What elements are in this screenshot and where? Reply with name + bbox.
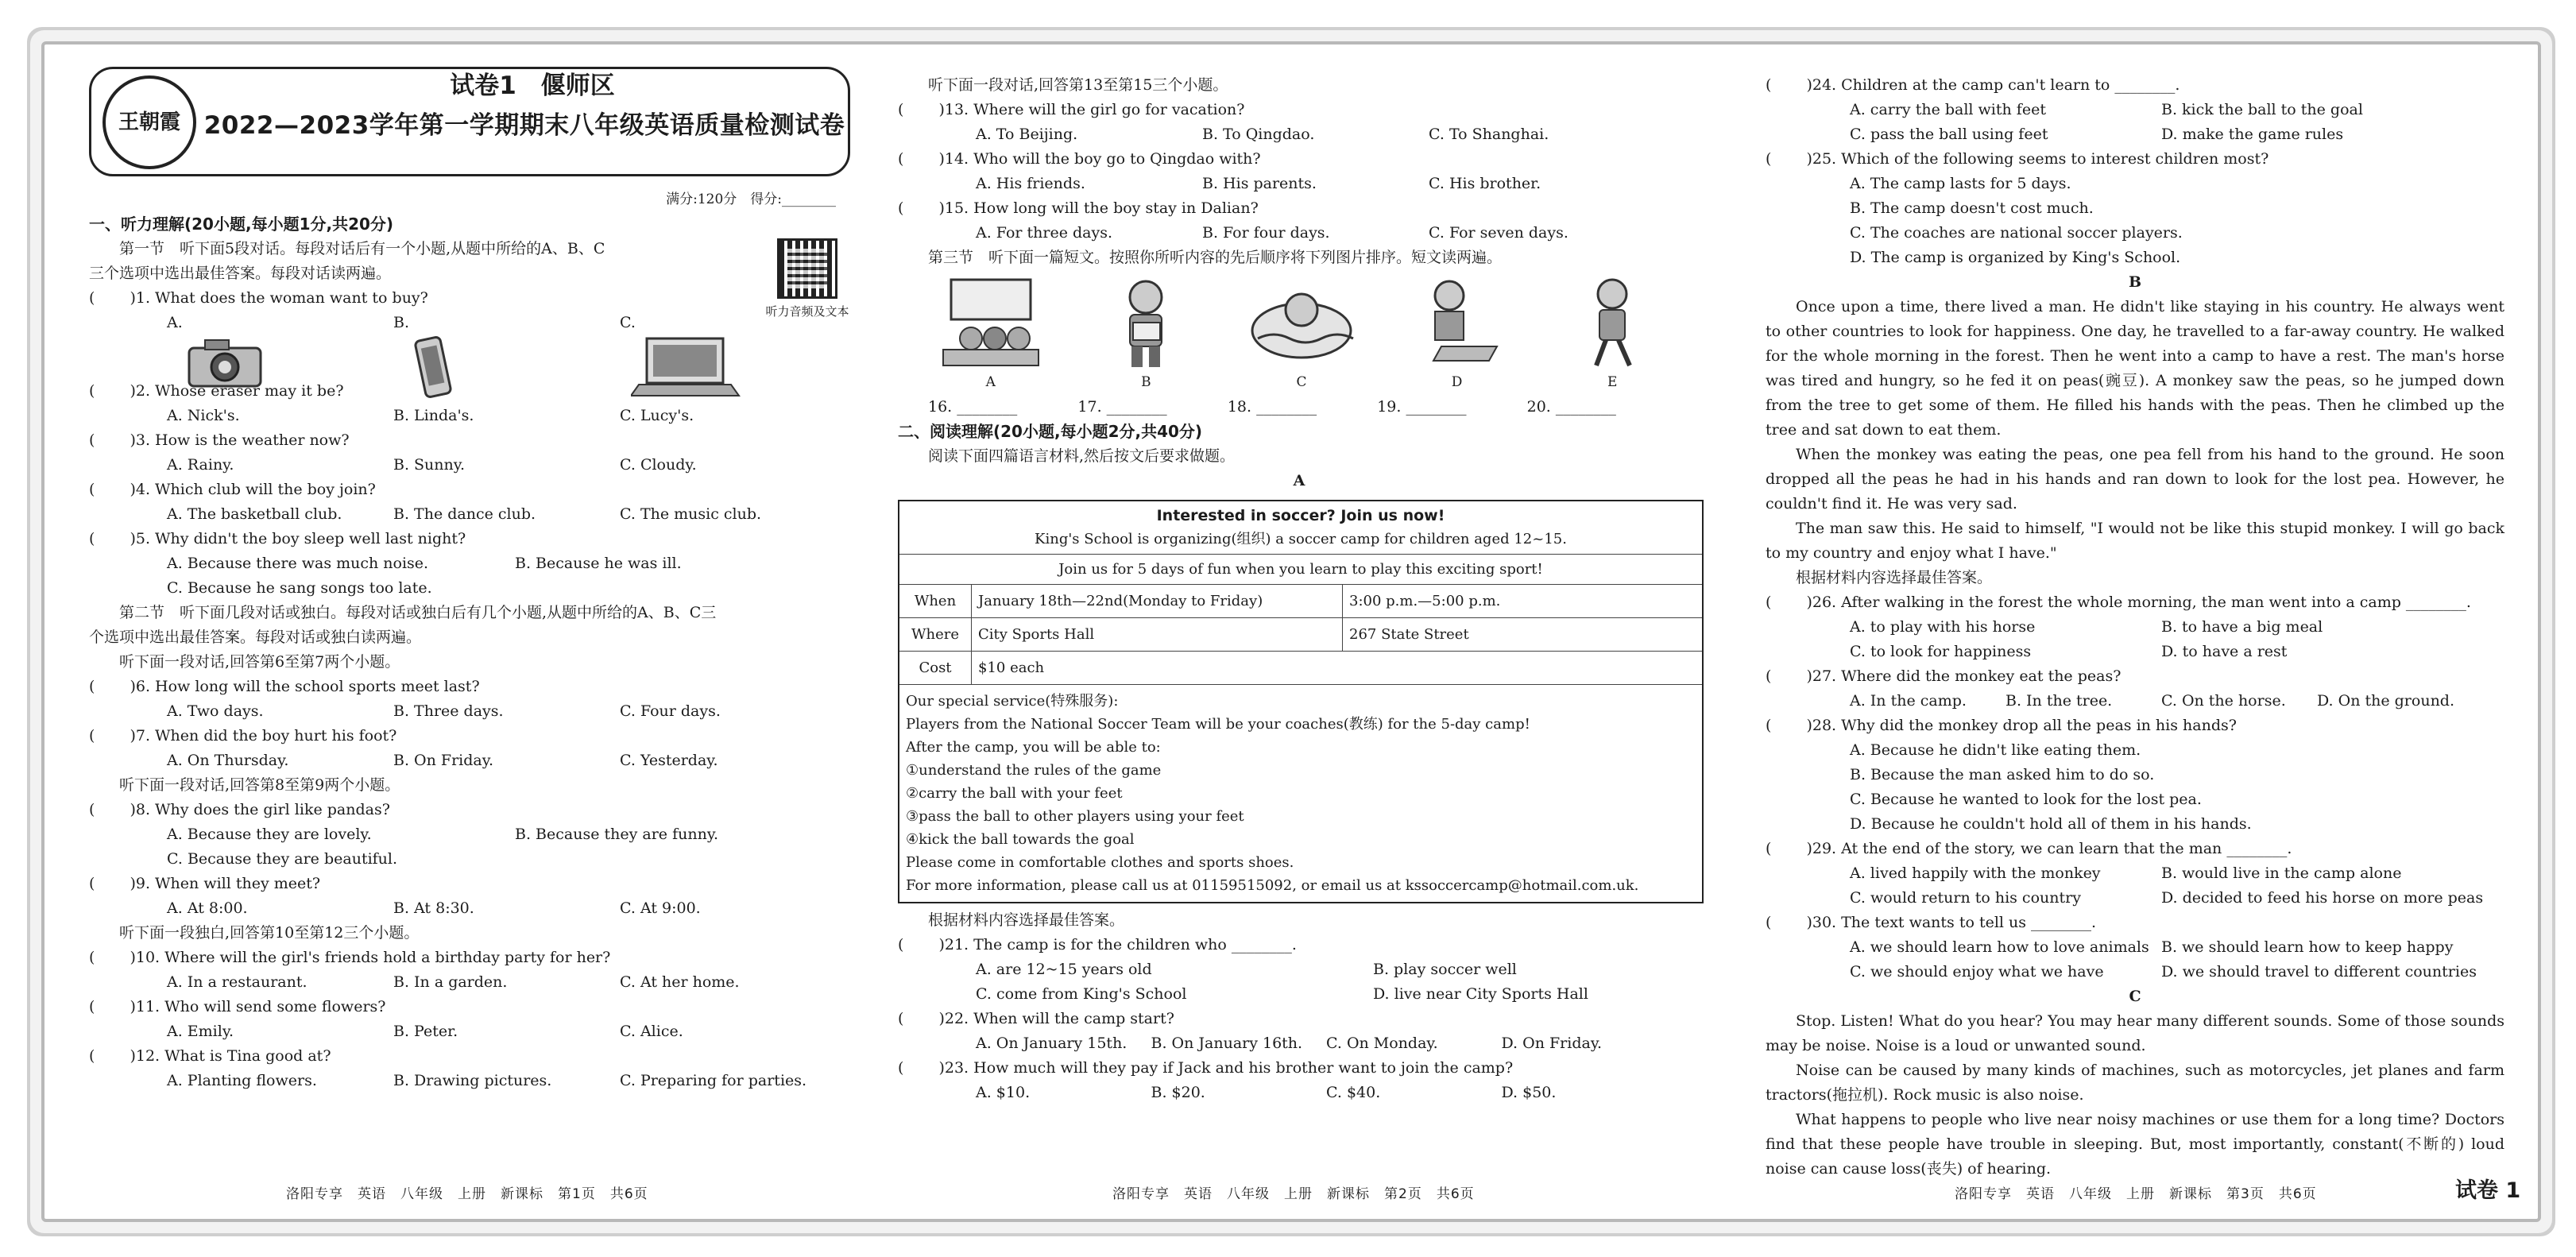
q24-option-b[interactable]: B. kick the ball to the goal	[2161, 101, 2363, 118]
q29-option-b[interactable]: B. would live in the camp alone	[2161, 864, 2402, 882]
q13-option-c[interactable]: C. To Shanghai.	[1429, 126, 1549, 143]
q13-option-a[interactable]: A. To Beijing.	[976, 126, 1078, 143]
question-15-options	[898, 221, 1677, 246]
reading-instruction: 阅读下面四篇语言材料,然后按文后要求做题。	[928, 447, 1236, 465]
answer-blanks	[898, 395, 1677, 420]
page-1	[89, 67, 868, 1179]
page-3	[1766, 73, 2504, 1185]
q7-option-c[interactable]: C. Yesterday.	[620, 752, 718, 769]
question-1: ( )1. What does the woman want to buy?	[89, 289, 428, 307]
q29-option-a[interactable]: A. lived happily with the monkey	[1850, 864, 2101, 882]
exam-title-box	[89, 67, 850, 176]
q25-option-a[interactable]: A. The camp lasts for 5 days.	[1850, 175, 2071, 192]
ad-service-block	[899, 685, 1702, 902]
q22-option-c[interactable]: C. On Monday.	[1326, 1035, 1438, 1052]
q28-option-c-row	[1766, 787, 2504, 812]
q22-option-a[interactable]: A. On January 15th.	[976, 1035, 1127, 1052]
question-13-options	[898, 122, 1677, 147]
question-24-options-cd	[1766, 122, 2504, 147]
q22-option-b[interactable]: B. On January 16th.	[1151, 1035, 1303, 1052]
qr-code-icon	[777, 238, 837, 299]
footer-page-3: 洛阳专享 英语 八年级 上册 新课标 第3页 共6页	[1955, 1186, 2317, 1202]
blank-16[interactable]: 16. ________	[928, 398, 1018, 416]
part1-instruction: 第一节 听下面5段对话。每段对话后有一个小题,从题中所给的A、B、C	[119, 240, 605, 257]
question-22: ( )22. When will the camp start?	[898, 1010, 1174, 1027]
q4-option-b[interactable]: B. The dance club.	[393, 505, 536, 523]
service-line: ④kick the ball towards the goal	[906, 831, 1135, 848]
passage-c-label: C	[2129, 988, 2141, 1005]
q2-option-a[interactable]: A. Nick's.	[167, 407, 240, 424]
q10-option-a[interactable]: A. In a restaurant.	[167, 973, 307, 991]
q9-option-c[interactable]: C. At 9:00.	[620, 899, 701, 917]
question-8-option-c-row	[89, 847, 868, 872]
picture-b	[1082, 275, 1211, 395]
section-reading-heading: 二、阅读理解(20小题,每小题2分,共40分)	[898, 422, 1203, 441]
question-30-options-ab	[1766, 935, 2504, 960]
q14-option-a[interactable]: A. His friends.	[976, 175, 1085, 192]
question-28: ( )28. Why did the monkey drop all the peas in his hands?	[1766, 717, 2237, 734]
q29-option-c[interactable]: C. would return to his country	[1850, 889, 2081, 907]
question-29-options-cd	[1766, 886, 2504, 911]
q26-option-c[interactable]: C. to look for happiness	[1850, 643, 2032, 660]
ad-header	[899, 501, 1702, 555]
q6-option-c[interactable]: C. Four days.	[620, 702, 721, 720]
question-11: ( )11. Who will send some flowers?	[89, 998, 386, 1015]
q15-option-c[interactable]: C. For seven days.	[1429, 224, 1568, 242]
q28-option-a-row	[1766, 738, 2504, 763]
question-4: ( )4. Which club will the boy join?	[89, 481, 376, 498]
q26-option-b[interactable]: B. to have a big meal	[2161, 618, 2323, 636]
blank-18[interactable]: 18. ________	[1227, 398, 1317, 416]
when-date: January 18th—22nd(Monday to Friday)	[972, 585, 1343, 618]
blank-17[interactable]: 17. ________	[1077, 398, 1167, 416]
instruction-6-7: 听下面一段对话,回答第6至第7两个小题。	[119, 653, 400, 671]
question-26: ( )26. After walking in the forest the whole morning, the man went into a camp ________.	[1766, 594, 2471, 611]
q28-option-b[interactable]: B. Because the man asked him to do so.	[1850, 766, 2155, 783]
question-29: ( )29. At the end of the story, we can learn that the man ________.	[1766, 840, 2292, 857]
service-line: ②carry the ball with your feet	[906, 785, 1123, 802]
contact-line: For more information, please call us at 01159515092, or email us at kssoccercamp@hotmail.com.uk.	[906, 877, 1639, 894]
swimming-icon	[1242, 275, 1361, 370]
page-2	[898, 73, 1677, 1185]
q11-option-a[interactable]: A. Emily.	[167, 1023, 234, 1040]
instruction-8-9: 听下面一段对话,回答第8至第9两个小题。	[119, 776, 400, 794]
question-14: ( )14. Who will the boy go to Qingdao with?	[898, 150, 1261, 168]
q12-option-a[interactable]: A. Planting flowers.	[167, 1072, 317, 1089]
cost-value: $10 each	[972, 652, 1703, 685]
q4-option-c[interactable]: C. The music club.	[620, 505, 762, 523]
q8-option-a[interactable]: A. Because they are lovely.	[167, 826, 372, 843]
q1-option-c[interactable]: C.	[620, 311, 846, 379]
ad-title: Interested in soccer? Join us now!	[1156, 507, 1445, 524]
question-24-options-ab	[1766, 98, 2504, 122]
q25-option-a-row	[1766, 172, 2504, 196]
q7-option-a[interactable]: A. On Thursday.	[167, 752, 289, 769]
q12-option-c[interactable]: C. Preparing for parties.	[620, 1072, 807, 1089]
question-12: ( )12. What is Tina good at?	[89, 1047, 331, 1065]
question-26-options-cd	[1766, 640, 2504, 664]
q28-option-a[interactable]: A. Because he didn't like eating them.	[1850, 741, 2141, 759]
where-address: 267 State Street	[1343, 618, 1703, 652]
q21-option-b[interactable]: B. play soccer well	[1373, 961, 1517, 978]
question-10-options	[89, 970, 868, 995]
picture-a-label: A	[985, 374, 996, 390]
q30-option-b[interactable]: B. we should learn how to keep happy	[2161, 938, 2454, 956]
footer-page-2: 洛阳专享 英语 八年级 上册 新课标 第2页 共6页	[1112, 1186, 1475, 1202]
question-23: ( )23. How much will they pay if Jack and his brother want to join the camp?	[898, 1059, 1514, 1077]
exam-subtitle: 2022—2023学年第一学期期末八年级英语质量检测试卷	[203, 111, 845, 140]
passage-b-paragraph-3: The man saw this. He said to himself, "I would not be like this stupid monkey. I will go back to my country and enjoy what I have."	[1766, 520, 2504, 562]
picture-e-label: E	[1607, 374, 1618, 390]
q29-option-d[interactable]: D. decided to feed his horse on more peas	[2161, 889, 2484, 907]
q28-option-d-row	[1766, 812, 2504, 837]
passage-c-paragraph-1: Stop. Listen! What do you hear? You may hear many different sounds. Some of those sounds may be noise. Noise is a loud or unwanted sound.	[1766, 1012, 2504, 1054]
question-6-options	[89, 699, 868, 724]
q8-option-b[interactable]: B. Because they are funny.	[515, 826, 719, 843]
q27-option-b[interactable]: B. In the tree.	[2005, 692, 2113, 710]
where-label: Where	[899, 618, 972, 652]
question-7-options	[89, 748, 868, 773]
q23-option-d[interactable]: D. $50.	[1501, 1084, 1557, 1101]
computer-boy-icon	[1410, 275, 1505, 370]
passage-c-paragraph-2: Noise can be caused by many kinds of machines, such as motorcycles, jet planes and farm tractors(拖拉机). Rock music is also noise.	[1766, 1062, 2504, 1104]
question-25: ( )25. Which of the following seems to interest children most?	[1766, 150, 2269, 168]
q21-option-c[interactable]: C. come from King's School	[976, 985, 1187, 1003]
q22-option-d[interactable]: D. On Friday.	[1501, 1035, 1603, 1052]
qr-caption: 听力音频及文本	[765, 304, 849, 319]
q13-option-b[interactable]: B. To Qingdao.	[1202, 126, 1315, 143]
question-13: ( )13. Where will the girl go for vacation?	[898, 101, 1245, 118]
q25-option-d[interactable]: D. The camp is organized by King's School.	[1850, 249, 2181, 266]
q23-option-c[interactable]: C. $40.	[1326, 1084, 1381, 1101]
service-line: Our special service(特殊服务):	[906, 693, 1119, 710]
passage-c-paragraph-3: What happens to people who live near noisy machines or use them for a long time? Doctors find that these people have trouble in sleeping. But, most importantly, constant(不断的) loud noise can cause loss(丧失) of hearing.	[1766, 1111, 2504, 1178]
q30-option-a[interactable]: A. we should learn how to love animals	[1850, 938, 2149, 956]
blank-20[interactable]: 20. ________	[1526, 398, 1616, 416]
q12-option-b[interactable]: B. Drawing pictures.	[393, 1072, 552, 1089]
q2-option-c[interactable]: C. Lucy's.	[620, 407, 694, 424]
question-21-options-ab	[898, 957, 1677, 982]
passage-b-paragraph-1: Once upon a time, there lived a man. He didn't like staying in his country. He always went to other countries to look for happiness. One day, he travelled to a far-away country. He walked for the whole morning in the forest. Then he went into a camp to have a rest. The man's horse was tired and hungry, so he fed it on peas(豌豆). A monkey saw the peas, so he jumped down from the tree to get some of them. He filled his hands with the peas. Then he climbed up the tree and sat down to eat them.	[1766, 298, 2504, 439]
question-12-options	[89, 1069, 868, 1093]
q15-option-b[interactable]: B. For four days.	[1202, 224, 1330, 242]
passage-b-label: B	[2128, 273, 2142, 291]
q2-option-b[interactable]: B. Linda's.	[393, 407, 474, 424]
q10-option-b[interactable]: B. In a garden.	[393, 973, 508, 991]
q24-option-d[interactable]: D. make the game rules	[2161, 126, 2344, 143]
footer-page-1: 洛阳专享 英语 八年级 上册 新课标 第1页 共6页	[286, 1186, 648, 1202]
q10-option-c[interactable]: C. At her home.	[620, 973, 740, 991]
q3-option-c[interactable]: C. Cloudy.	[620, 456, 697, 474]
picture-d	[1393, 275, 1522, 395]
picture-c	[1237, 275, 1366, 395]
question-4-options	[89, 502, 868, 527]
q15-option-a[interactable]: A. For three days.	[976, 224, 1113, 242]
q14-option-c[interactable]: C. His brother.	[1429, 175, 1541, 192]
qr-code[interactable]	[763, 238, 852, 319]
reading-boy-icon	[1106, 275, 1186, 370]
picture-c-label: C	[1296, 374, 1307, 390]
question-9: ( )9. When will they meet?	[89, 875, 321, 892]
q28-option-d[interactable]: D. Because he couldn't hold all of them in his hands.	[1850, 815, 2252, 833]
question-26-options-ab	[1766, 615, 2504, 640]
question-5: ( )5. Why didn't the boy sleep well last night?	[89, 530, 466, 547]
q11-option-c[interactable]: C. Alice.	[620, 1023, 683, 1040]
part1-instruction-cont: 三个选项中选出最佳答案。每段对话读两遍。	[89, 265, 392, 282]
walking-boy-icon	[1572, 275, 1652, 370]
picture-d-label: D	[1451, 374, 1463, 390]
q1-option-b[interactable]: B.	[393, 311, 620, 379]
ad-row-cost	[899, 652, 1702, 685]
exam-number-mark: 试卷 1	[2455, 1178, 2521, 1203]
question-30: ( )30. The text wants to tell us ________.	[1766, 914, 2097, 931]
when-time: 3:00 p.m.—5:00 p.m.	[1343, 585, 1703, 618]
question-10: ( )10. Where will the girl's friends hold a birthday party for her?	[89, 949, 611, 966]
q3-option-a[interactable]: A. Rainy.	[167, 456, 234, 474]
question-15: ( )15. How long will the boy stay in Dalian?	[898, 199, 1259, 217]
q26-option-a[interactable]: A. to play with his horse	[1850, 618, 2036, 636]
question-29-options-ab	[1766, 861, 2504, 886]
q25-option-c[interactable]: C. The coaches are national soccer players.	[1850, 224, 2183, 242]
part2-instruction-cont: 个选项中选出最佳答案。每段对话或独白读两遍。	[89, 628, 422, 646]
q21-option-a[interactable]: A. are 12~15 years old	[976, 961, 1152, 978]
question-21: ( )21. The camp is for the children who ________.	[898, 936, 1297, 953]
service-line: ③pass the ball to other players using your feet	[906, 808, 1244, 825]
ad-row-where	[899, 618, 1702, 652]
question-21-options-cd	[898, 982, 1677, 1007]
q5-option-b[interactable]: B. Because he was ill.	[515, 555, 682, 572]
instruction-21: 根据材料内容选择最佳答案。	[928, 911, 1125, 929]
q6-option-b[interactable]: B. Three days.	[393, 702, 504, 720]
laptop-icon	[631, 335, 742, 399]
q27-option-d[interactable]: D. On the ground.	[2317, 692, 2455, 710]
question-14-options	[898, 172, 1677, 196]
picture-a	[926, 275, 1055, 395]
brand-logo: 王朝霞	[102, 75, 196, 169]
question-8: ( )8. Why does the girl like pandas?	[89, 801, 390, 818]
question-11-options	[89, 1019, 868, 1044]
q28-option-c[interactable]: C. Because he wanted to look for the lost pea.	[1850, 791, 2202, 808]
q8-option-c[interactable]: C. Because they are beautiful.	[167, 850, 398, 868]
question-1-options	[89, 311, 868, 379]
question-5-options	[89, 551, 868, 576]
q21-option-d[interactable]: D. live near City Sports Hall	[1373, 985, 1588, 1003]
q23-option-b[interactable]: B. $20.	[1151, 1084, 1205, 1101]
question-6: ( )6. How long will the school sports meet last?	[89, 678, 480, 695]
instruction-26: 根据材料内容选择最佳答案。	[1796, 569, 1993, 586]
where-place: City Sports Hall	[972, 618, 1343, 652]
q28-option-b-row	[1766, 763, 2504, 787]
q7-option-b[interactable]: B. On Friday.	[393, 752, 493, 769]
question-22-options	[898, 1031, 1677, 1056]
question-24: ( )24. Children at the camp can't learn to ________.	[1766, 76, 2180, 94]
service-line: Players from the National Soccer Team will be your coaches(教练) for the 5-day camp!	[906, 716, 1530, 733]
picture-row	[898, 275, 1677, 395]
question-9-options	[89, 896, 868, 921]
question-3-options	[89, 453, 868, 478]
question-2: ( )2. Whose eraser may it be?	[89, 382, 344, 400]
instruction-13-15: 听下面一段对话,回答第13至第15三个小题。	[928, 76, 1228, 94]
picture-b-label: B	[1141, 374, 1151, 390]
ad-row-when	[899, 585, 1702, 618]
part3-instruction: 第三节 听下面一篇短文。按照你所听内容的先后顺序将下列图片排序。短文读两遍。	[928, 249, 1503, 266]
q1-option-a[interactable]: A.	[167, 311, 393, 379]
q9-option-b[interactable]: B. At 8:30.	[393, 899, 474, 917]
q4-option-a[interactable]: A. The basketball club.	[167, 505, 342, 523]
service-line: After the camp, you will be able to:	[906, 739, 1161, 756]
picture-e	[1548, 275, 1677, 395]
question-7: ( )7. When did the boy hurt his foot?	[89, 727, 397, 745]
service-line: ①understand the rules of the game	[906, 762, 1162, 779]
q27-option-c[interactable]: C. On the horse.	[2161, 692, 2286, 710]
q30-option-d[interactable]: D. we should travel to different countries	[2161, 963, 2477, 980]
passage-b-paragraph-2: When the monkey was eating the peas, one pea fell from his hand to the ground. He soon dropped all the peas he had in his hands and ran down to look for the lost pea. However, he couldn't find it. He was very sad.	[1766, 446, 2504, 512]
q26-option-d[interactable]: D. to have a rest	[2161, 643, 2288, 660]
q6-option-a[interactable]: A. Two days.	[167, 702, 264, 720]
question-8-options	[89, 822, 868, 847]
service-line: Please come in comfortable clothes and sports shoes.	[906, 854, 1294, 871]
ad-join-line: Join us for 5 days of fun when you learn to play this exciting sport!	[899, 555, 1702, 585]
soccer-camp-ad	[898, 500, 1704, 903]
q11-option-b[interactable]: B. Peter.	[393, 1023, 458, 1040]
q14-option-b[interactable]: B. His parents.	[1202, 175, 1317, 192]
instruction-10-12: 听下面一段独白,回答第10至第12三个小题。	[119, 924, 420, 942]
q5-option-c[interactable]: C. Because he sang songs too late.	[167, 579, 432, 597]
exam-title: 试卷1 偃师区	[450, 72, 615, 100]
passage-a-label: A	[1293, 472, 1305, 489]
q9-option-a[interactable]: A. At 8:00.	[167, 899, 248, 917]
q3-option-b[interactable]: B. Sunny.	[393, 456, 466, 474]
q25-option-b[interactable]: B. The camp doesn't cost much.	[1850, 199, 2094, 217]
question-3: ( )3. How is the weather now?	[89, 431, 350, 449]
ad-info-table	[899, 585, 1702, 685]
question-27-options	[1766, 689, 2504, 714]
q25-option-c-row	[1766, 221, 2504, 246]
question-23-options	[898, 1081, 1677, 1105]
when-label: When	[899, 585, 972, 618]
q24-option-c[interactable]: C. pass the ball using feet	[1850, 126, 2048, 143]
score-line: 满分:120分 得分:________	[666, 191, 836, 207]
movie-watching-icon	[935, 275, 1046, 370]
section-listening-heading: 一、听力理解(20小题,每小题1分,共20分)	[89, 215, 394, 234]
q5-option-a[interactable]: A. Because there was much noise.	[167, 555, 429, 572]
q25-option-d-row	[1766, 246, 2504, 270]
q23-option-a[interactable]: A. $10.	[976, 1084, 1031, 1101]
question-5-option-c	[89, 576, 868, 601]
q24-option-a[interactable]: A. carry the ball with feet	[1850, 101, 2046, 118]
question-30-options-cd	[1766, 960, 2504, 984]
question-2-options	[89, 404, 868, 428]
part2-instruction: 第二节 听下面几段对话或独白。每段对话或独白后有几个小题,从题中所给的A、B、C三	[119, 604, 717, 621]
ad-subtitle: King's School is organizing(组织) a soccer camp for children aged 12~15.	[1035, 531, 1567, 547]
blank-19[interactable]: 19. ________	[1377, 398, 1467, 416]
q25-option-b-row	[1766, 196, 2504, 221]
cost-label: Cost	[899, 652, 972, 685]
question-27: ( )27. Where did the monkey eat the peas?	[1766, 667, 2122, 685]
phone-icon	[409, 335, 457, 399]
q27-option-a[interactable]: A. In the camp.	[1850, 692, 1967, 710]
q30-option-c[interactable]: C. we should enjoy what we have	[1850, 963, 2104, 980]
